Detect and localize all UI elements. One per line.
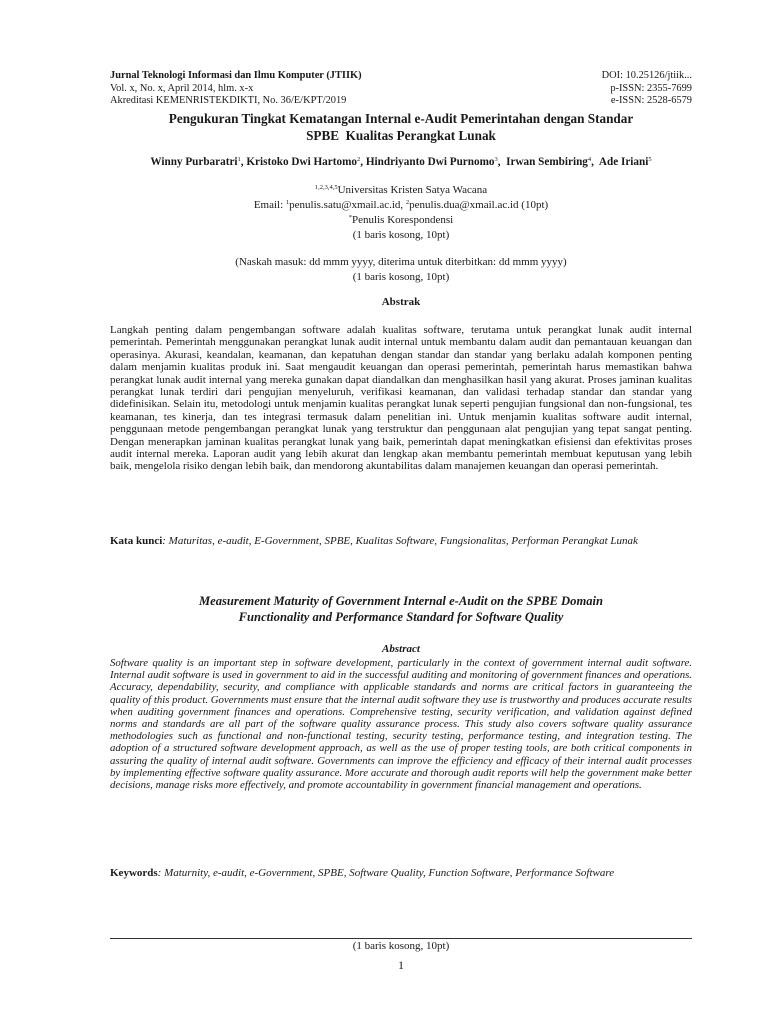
author-sep: ,	[591, 156, 599, 168]
email-sup: 1	[285, 199, 290, 206]
journal-name: Jurnal Teknologi Informasi dan Ilmu Komputer (JTIIK)	[110, 70, 362, 81]
abstrak-heading: Abstrak	[381, 296, 421, 308]
author: Hindriyanto Dwi Purnomo	[365, 156, 495, 168]
author-sup: 5	[648, 156, 652, 163]
corresponding-author: Penulis Korespondensi	[352, 214, 454, 226]
affiliation-block	[110, 183, 692, 243]
email-1: penulis.satu@xmail.ac.id,	[289, 199, 406, 211]
blank-line-note: (1 baris kosong, 10pt)	[352, 229, 450, 241]
volume-info: Vol. x, No. x, April 2014, hlm. x-x	[110, 82, 254, 94]
title-line-2: SPBE Kualitas Perangkat Lunak	[306, 128, 496, 143]
paper-title-id	[110, 110, 692, 144]
author: Ade Iriani	[598, 156, 649, 168]
author-sup: 2	[356, 156, 361, 163]
abstract-heading: Abstract	[382, 643, 420, 655]
dates-block	[110, 255, 692, 285]
affiliation: Universitas Kristen Satya Wacana	[337, 184, 488, 196]
kata-kunci-label: Kata kunci	[110, 535, 163, 547]
title-en-line-1: Measurement Maturity of Government Internal e-Audit on the SPBE Domain	[198, 594, 604, 608]
submission-dates: (Naskah masuk: dd mmm yyyy, diterima untuk diterbitkan: dd mmm yyyy)	[235, 256, 567, 268]
doi: DOI: 10.25126/jtiik...	[601, 70, 692, 81]
e-issn: e-ISSN: 2528-6579	[610, 95, 692, 106]
blank-line-note: (1 baris kosong, 10pt)	[352, 271, 450, 283]
accreditation: Akreditasi KEMENRISTEKDIKTI, No. 36/E/KPT/2019	[110, 95, 347, 106]
title-en-line-2: Functionality and Performance Standard for Software Quality	[238, 610, 564, 624]
footer-note: (1 baris kosong, 10pt)	[352, 940, 450, 952]
affiliation-sup: 1,2,3,4,5	[314, 184, 338, 191]
author-sep: ,	[497, 156, 507, 168]
email-sup: 2	[405, 199, 410, 206]
page-number: 1	[398, 958, 404, 972]
email-label: Email:	[253, 199, 286, 211]
author-sup: 1	[237, 156, 241, 163]
keywords	[110, 867, 692, 880]
abstract-text: Software quality is an important step in software development, particularly in the context of government internal audit software. Internal audit software is used in government to aid in the successful auditing and monitoring of government finances and operations. Accuracy, dependability, security, and compliance with applicable standards and norms are critical factors in guaranteeing the quality of this product. Governments must ensure that the internal audit software they use is trustworthy and produces accurate results when auditing government finances and operations. Comprehensive testing, security verification, and validation against defined norms and standards are all part of the software quality assurance process. This study also covers software quality assurance methodologies such as functional and non-functional testing, security testing, performance testing, and integration testing. The adoption of a structured software development approach, as well as the use of proper testing tools, are both critical components in assuring the quality of internal audit software. Governments can improve the efficiency and efficacy of their internal audit processes by implementing effective software quality assurance. More accurate and thorough audit reports will help the government make better decisions, manage risks more effectively, and promote accountability in government financial management and operations.	[110, 657, 692, 792]
abstrak-text: Langkah penting dalam pengembangan software adalah kualitas software, terutama untuk perangkat lunak audit internal pemerintah. Pemerintah menggunakan perangkat lunak audit internal untuk membantu dalam audit dan pemantauan keuangan dan operasinya. Akurasi, keandalan, keamanan, dan kepatuhan dengan standar dan standar yang berlaku adalah komponen penting dalam menjamin kualitas produk ini. Saat mengaudit keuangan dan operasi pemerintah, pemerintah harus memastikan bahwa perangkat lunak audit internal yang mereka gunakan dapat diandalkan dan menghasilkan hasil yang akurat. Proses jaminan kualitas perangkat lunak terdiri dari pengujian menyeluruh, verifikasi keamanan, dan validasi terhadap standar dan standar yang didefinisikan. Selain itu, metodologi untuk menjamin kualitas perangkat lunak seperti pengujian fungsional dan non-fungsional, tes keamanan, tes kinerja, dan tes integrasi termasuk dalam penelitian ini. Untuk menjamin kualitas software audit internal, penggunaan metode pengembangan perangkat lunak yang terstruktur dan penggunaan alat pengujian yang tepat sangat penting. Dengan menerapkan jaminan kualitas perangkat lunak yang baik, pemerintah dapat meningkatkan efisiensi dan efektivitas proses audit internal mereka. Laporan audit yang lebih akurat dan lengkap akan membantu pemerintah membuat keputusan yang lebih baik, mengelola risiko dengan lebih baik, dan mendorong akuntabilitas dalam manajemen keuangan dan operasi pemerintah.	[110, 324, 692, 473]
running-header	[110, 70, 692, 108]
footer-divider	[110, 938, 692, 939]
keywords-label: Keywords	[110, 867, 158, 879]
kata-kunci-values: : Maturitas, e-audit, E-Government, SPBE, Kualitas Software, Fungsionalitas, Performan Perangkat Lunak	[162, 535, 638, 547]
author-sep: ,	[240, 156, 247, 168]
email-2: penulis.dua@xmail.ac.id (10pt)	[409, 199, 549, 211]
author: Kristoko Dwi Hartomo	[246, 156, 357, 168]
author-sep: ,	[360, 156, 366, 168]
author-sup: 4	[587, 156, 592, 163]
author: Irwan Sembiring	[506, 156, 588, 168]
author-sup: 3	[494, 156, 498, 163]
kata-kunci	[110, 535, 692, 548]
p-issn: p-ISSN: 2355-7699	[610, 82, 692, 94]
author-list	[110, 155, 692, 169]
paper-title-en	[110, 593, 692, 625]
author: Winny Purbaratri	[150, 156, 238, 168]
corr-sup: *	[348, 214, 353, 221]
keywords-values: : Maturnity, e-audit, e-Government, SPBE, Software Quality, Function Software, Performance Software	[157, 867, 615, 879]
title-line-1: Pengukuran Tingkat Kematangan Internal e-Audit Pemerintahan dengan Standar	[168, 111, 634, 126]
